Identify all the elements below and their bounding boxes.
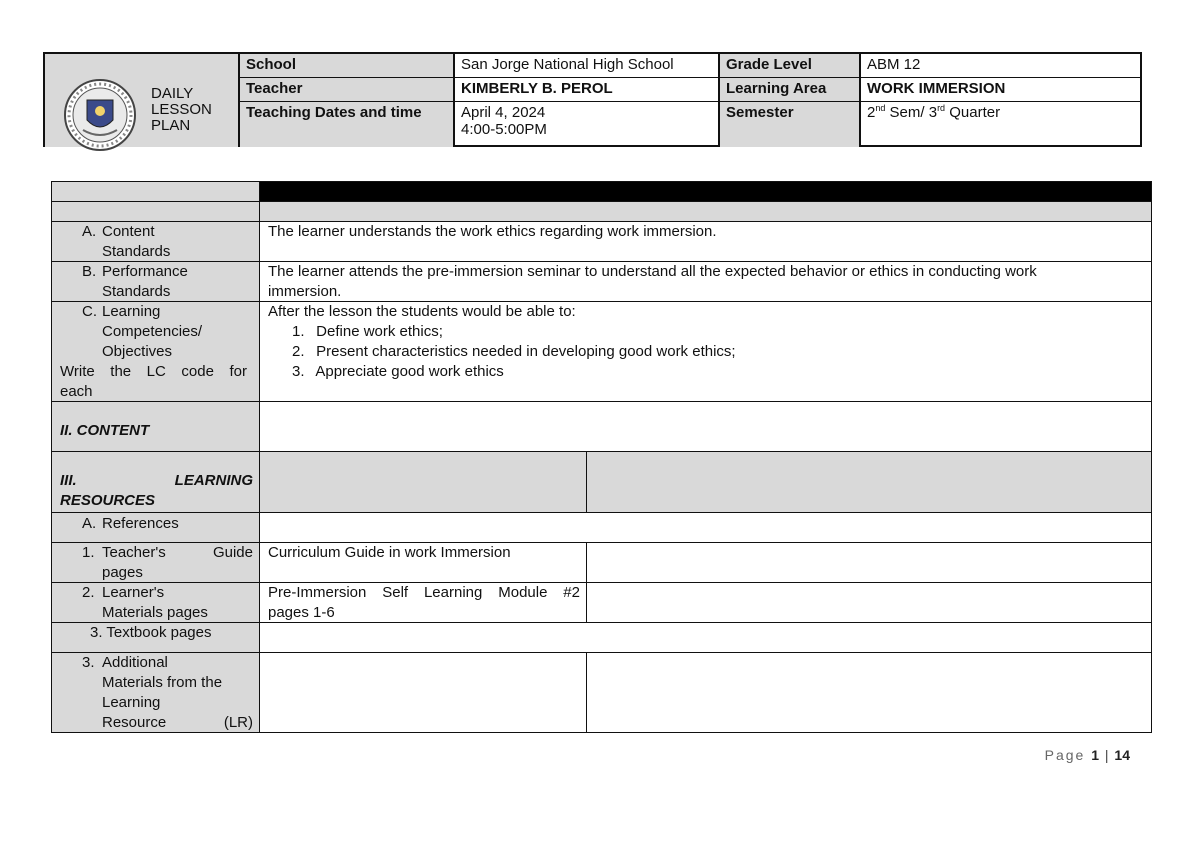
table-row: [52, 452, 1152, 513]
content-value: [260, 402, 1152, 451]
grade-value: ABM 12: [861, 54, 1140, 78]
label-text: Write the LC code for: [60, 363, 247, 380]
table-row: [52, 583, 1152, 623]
label-text: Additional: [102, 654, 168, 671]
learners-materials-value: [260, 583, 587, 622]
teachers-guide-extra: [587, 543, 1152, 582]
teacher-value: KIMBERLY B. PEROL: [455, 78, 720, 102]
performance-standards-value: [260, 262, 1152, 301]
label-text: Learner's: [102, 584, 165, 601]
additional-materials-extra: [587, 653, 1152, 732]
page-word: Page: [1044, 747, 1086, 763]
table-row: [52, 202, 1152, 222]
item-letter: A.: [82, 515, 97, 532]
content-heading: II. CONTENT: [52, 402, 260, 451]
label-text: Learning: [102, 303, 161, 320]
logo-cell: [45, 54, 240, 147]
grade-label: Grade Level: [720, 54, 861, 78]
title-line: LESSON: [151, 101, 212, 118]
title-line: PLAN: [151, 117, 191, 134]
item-number: 1.: [292, 323, 305, 340]
semester-text: Sem/: [885, 104, 929, 121]
item-number: 3.: [82, 654, 95, 671]
school-label: School: [240, 54, 455, 78]
quarter-number: 3: [928, 104, 938, 121]
content-standards-label: [52, 222, 260, 261]
label-text: Competencies/: [102, 323, 203, 340]
semester-label: Semester: [720, 102, 861, 147]
value-line: immersion.: [268, 283, 342, 300]
item-text: Define work ethics;: [316, 323, 443, 340]
value-line: Pre-Immersion Self Learning Module #2: [268, 584, 580, 601]
teachers-guide-value: Curriculum Guide in work Immersion: [260, 543, 587, 582]
table-row: [52, 181, 1152, 202]
item-text: Present characteristics needed in developing good work ethics;: [316, 343, 736, 360]
table-row: [52, 653, 1152, 733]
item-number: 3.: [90, 624, 103, 641]
label-text: Teacher's Guide: [102, 544, 253, 561]
references-value: [260, 513, 1152, 542]
black-header-cell: [260, 182, 1152, 201]
time-value: 4:00-5:00PM: [461, 121, 547, 138]
table-row: [52, 623, 1152, 653]
list-item: [292, 322, 1145, 342]
dates-label: Teaching Dates and time: [240, 102, 455, 147]
label-text: Resource (LR): [102, 714, 253, 731]
learners-materials-extra: [587, 583, 1152, 622]
resources-heading: [52, 452, 260, 512]
table-row: [52, 262, 1152, 302]
label-text: Learning: [102, 694, 161, 711]
label-text: Materials pages: [102, 604, 208, 621]
page-separator: |: [1104, 747, 1109, 763]
item-number: 1.: [82, 544, 95, 561]
grey-header-cell: [260, 202, 1152, 221]
quarter-suffix: rd: [937, 103, 946, 113]
semester-suffix: nd: [875, 103, 886, 113]
label-text: Materials from the: [102, 674, 223, 691]
dates-value: [455, 102, 720, 147]
value-line: pages 1-6: [268, 604, 335, 621]
current-page: 1: [1091, 747, 1099, 763]
table-row: [52, 543, 1152, 583]
resources-cell: [260, 452, 587, 512]
blank-label-cell: [52, 182, 260, 201]
competencies-value: [260, 302, 1152, 401]
label-text: References: [102, 515, 179, 532]
value-line: The learner attends the pre-immersion seminar to understand all the expected behavior or ethics in conducting work: [268, 263, 1037, 280]
date-value: April 4, 2024: [461, 104, 546, 121]
additional-materials-value: [260, 653, 587, 732]
heading-line: RESOURCES: [60, 492, 156, 509]
item-letter: C.: [82, 303, 97, 320]
label-text: Content: [102, 223, 155, 240]
deped-seal-icon: [63, 78, 137, 152]
title-line: DAILY: [151, 85, 194, 102]
quarter-text: Quarter: [945, 104, 1001, 121]
page-number: [1045, 747, 1130, 763]
table-row: [52, 513, 1152, 543]
textbook-value: [260, 623, 1152, 652]
teacher-label: Teacher: [240, 78, 455, 102]
list-item: [292, 342, 1145, 362]
table-row: [52, 302, 1152, 402]
area-label: Learning Area: [720, 78, 861, 102]
item-letter: A.: [82, 223, 97, 240]
semester-value: [861, 102, 1140, 147]
item-letter: B.: [82, 263, 97, 280]
teachers-guide-label: [52, 543, 260, 582]
lesson-plan-header: [43, 52, 1142, 147]
label-text: each: [60, 383, 93, 400]
school-value: San Jorge National High School: [455, 54, 720, 78]
total-pages: 14: [1114, 747, 1130, 763]
document-title: [151, 86, 212, 134]
content-standards-value: The learner understands the work ethics regarding work immersion.: [260, 222, 1152, 261]
item-number: 2.: [292, 343, 305, 360]
item-text: Appreciate good work ethics: [315, 363, 504, 380]
table-row: [52, 402, 1152, 452]
objectives-intro: After the lesson the students would be able to:: [268, 303, 576, 320]
item-number: 3.: [292, 363, 305, 380]
blank-label-cell: [52, 202, 260, 221]
lesson-table: [51, 181, 1152, 733]
textbook-label: [52, 623, 260, 652]
label-text: Standards: [102, 243, 171, 260]
objective-list: [268, 322, 1145, 382]
semester-number: 2: [867, 104, 876, 121]
learners-materials-label: [52, 583, 260, 622]
additional-materials-label: [52, 653, 260, 732]
label-text: Textbook pages: [106, 624, 212, 641]
label-text: Objectives: [102, 343, 173, 360]
item-number: 2.: [82, 584, 95, 601]
area-value: WORK IMMERSION: [861, 78, 1140, 102]
label-text: Performance: [102, 263, 188, 280]
label-text: Standards: [102, 283, 171, 300]
references-label: [52, 513, 260, 542]
performance-standards-label: [52, 262, 260, 301]
header-grid: [240, 54, 1140, 145]
table-row: [52, 222, 1152, 262]
competencies-label: [52, 302, 260, 401]
resources-cell: [587, 452, 1152, 512]
label-text: pages: [102, 564, 143, 581]
heading-line: III. LEARNING: [60, 472, 253, 489]
list-item: [292, 362, 1145, 382]
